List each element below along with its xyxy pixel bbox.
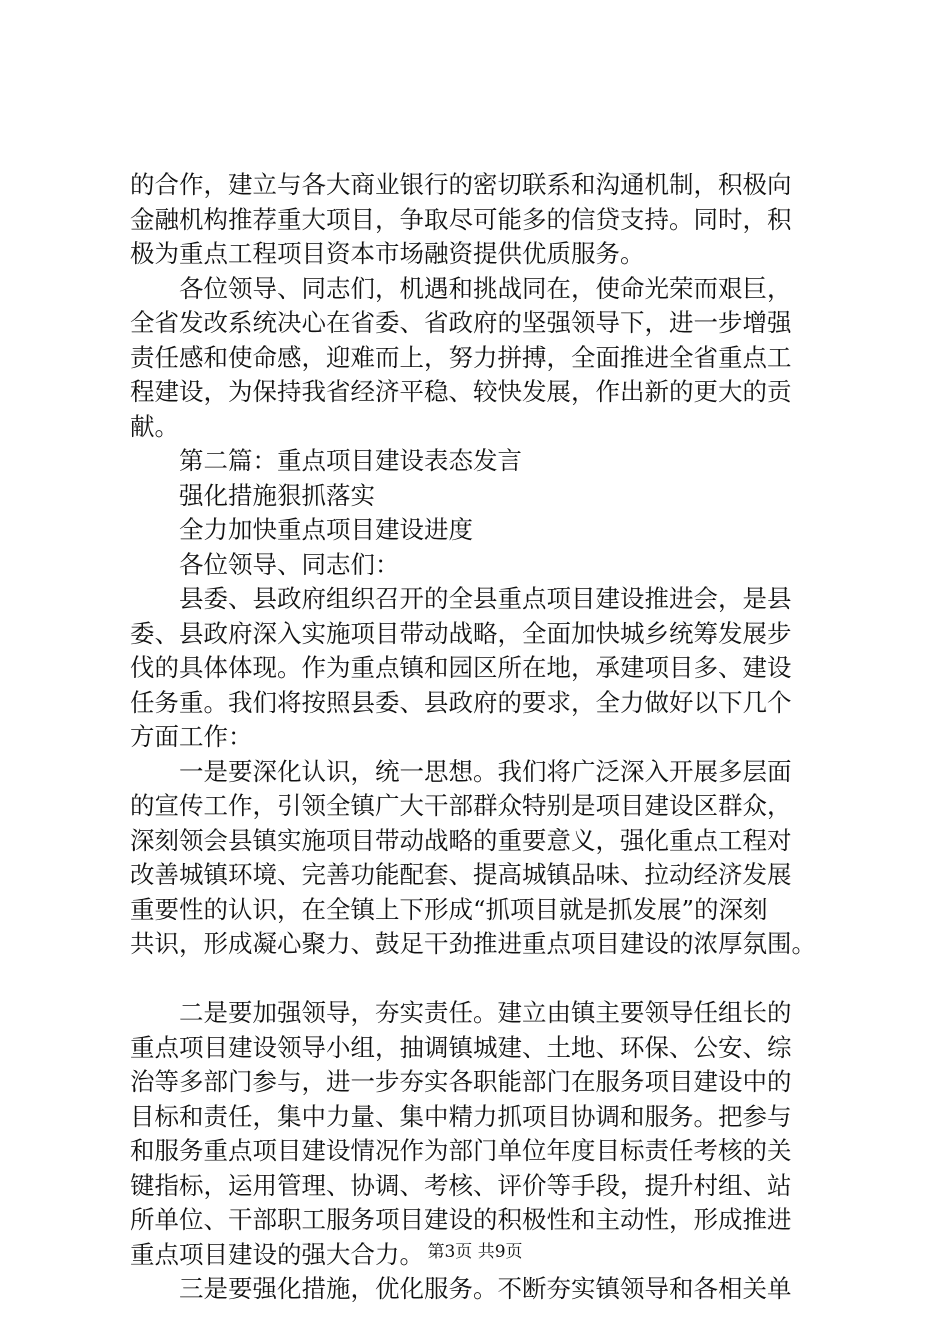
text-line: 极为重点工程项目资本市场融资提供优质服务。 (130, 239, 645, 268)
subheading: 全力加快重点项目建设进度 (179, 515, 473, 544)
text-line: 治等多部门参与，进一步夯实各职能部门在服务项目建设中的 (130, 1067, 792, 1096)
text-line: 和服务重点项目建设情况作为部门单位年度目标责任考核的关 (130, 1136, 792, 1165)
text-line: 目标和责任，集中力量、集中精力抓项目协调和服务。把参与 (130, 1101, 792, 1131)
paragraph-start: 县委、县政府组织召开的全县重点项目建设推进会，是县 (179, 584, 792, 613)
text-line: 重点项目建设领导小组，抽调镇城建、土地、环保、公安、综 (130, 1032, 792, 1062)
text-line: 键指标，运用管理、协调、考核、评价等手段，提升村组、站 (130, 1170, 792, 1200)
paragraph-gap (130, 962, 830, 997)
page-footer: 第3页 共9页 (427, 1242, 523, 1262)
text-line: 金融机构推荐重大项目，争取尽可能多的信贷支持。同时，积 (130, 204, 792, 234)
text-line: 委、县政府深入实施项目带动战略，全面加快城乡统筹发展步 (130, 618, 792, 648)
section-heading: 第二篇：重点项目建设表态发言 (179, 446, 522, 475)
text-line: 责任感和使命感，迎难而上，努力拼搏，全面推进全省重点工 (130, 342, 792, 372)
salutation: 各位领导、同志们： (179, 549, 400, 579)
text-line: 所单位、干部职工服务项目建设的积极性和主动性，形成推进 (130, 1205, 792, 1234)
text-line: 伐的具体体现。作为重点镇和园区所在地，承建项目多、建设 (130, 653, 792, 682)
text-line: 方面工作： (130, 722, 253, 751)
text-line: 改善城镇环境、完善功能配套、提高城镇品味、拉动经济发展 (130, 860, 792, 889)
text-line: 的宣传工作，引领全镇广大干部群众特别是项目建设区群众， (130, 791, 792, 820)
text-line: 任务重。我们将按照县委、县政府的要求，全力做好以下几个 (130, 687, 792, 717)
paragraph-start: 各位领导、同志们，机遇和挑战同在，使命光荣而艰巨， (179, 273, 792, 303)
paragraph-start: 二是要加强领导，夯实责任。建立由镇主要领导任组长的 (179, 998, 792, 1027)
subheading: 强化措施狠抓落实 (179, 480, 375, 510)
text-line: 的合作，建立与各大商业银行的密切联系和沟通机制，积极向 (130, 170, 792, 199)
text-line: 重点项目建设的强大合力。 (130, 1239, 424, 1269)
paragraph-start: 一是要深化认识，统一思想。我们将广泛深入开展多层面 (179, 756, 792, 786)
paragraph-start: 三是要强化措施，优化服务。不断夯实镇领导和各相关单 (179, 1274, 792, 1303)
document-body (130, 168, 830, 1307)
text-line: 全省发改系统决心在省委、省政府的坚强领导下，进一步增强 (130, 308, 792, 337)
text-line: 共识，形成凝心聚力、鼓足干劲推进重点项目建设的浓厚氛围。 (130, 929, 816, 958)
text-line: 程建设，为保持我省经济平稳、较快发展，作出新的更大的贡 (130, 377, 792, 406)
text-line: 献。 (130, 411, 179, 441)
text-line: 重要性的认识，在全镇上下形成“抓项目就是抓发展”的深刻 (130, 894, 768, 924)
text-line: 深刻领会县镇实施项目带动战略的重要意义，强化重点工程对 (130, 825, 792, 855)
